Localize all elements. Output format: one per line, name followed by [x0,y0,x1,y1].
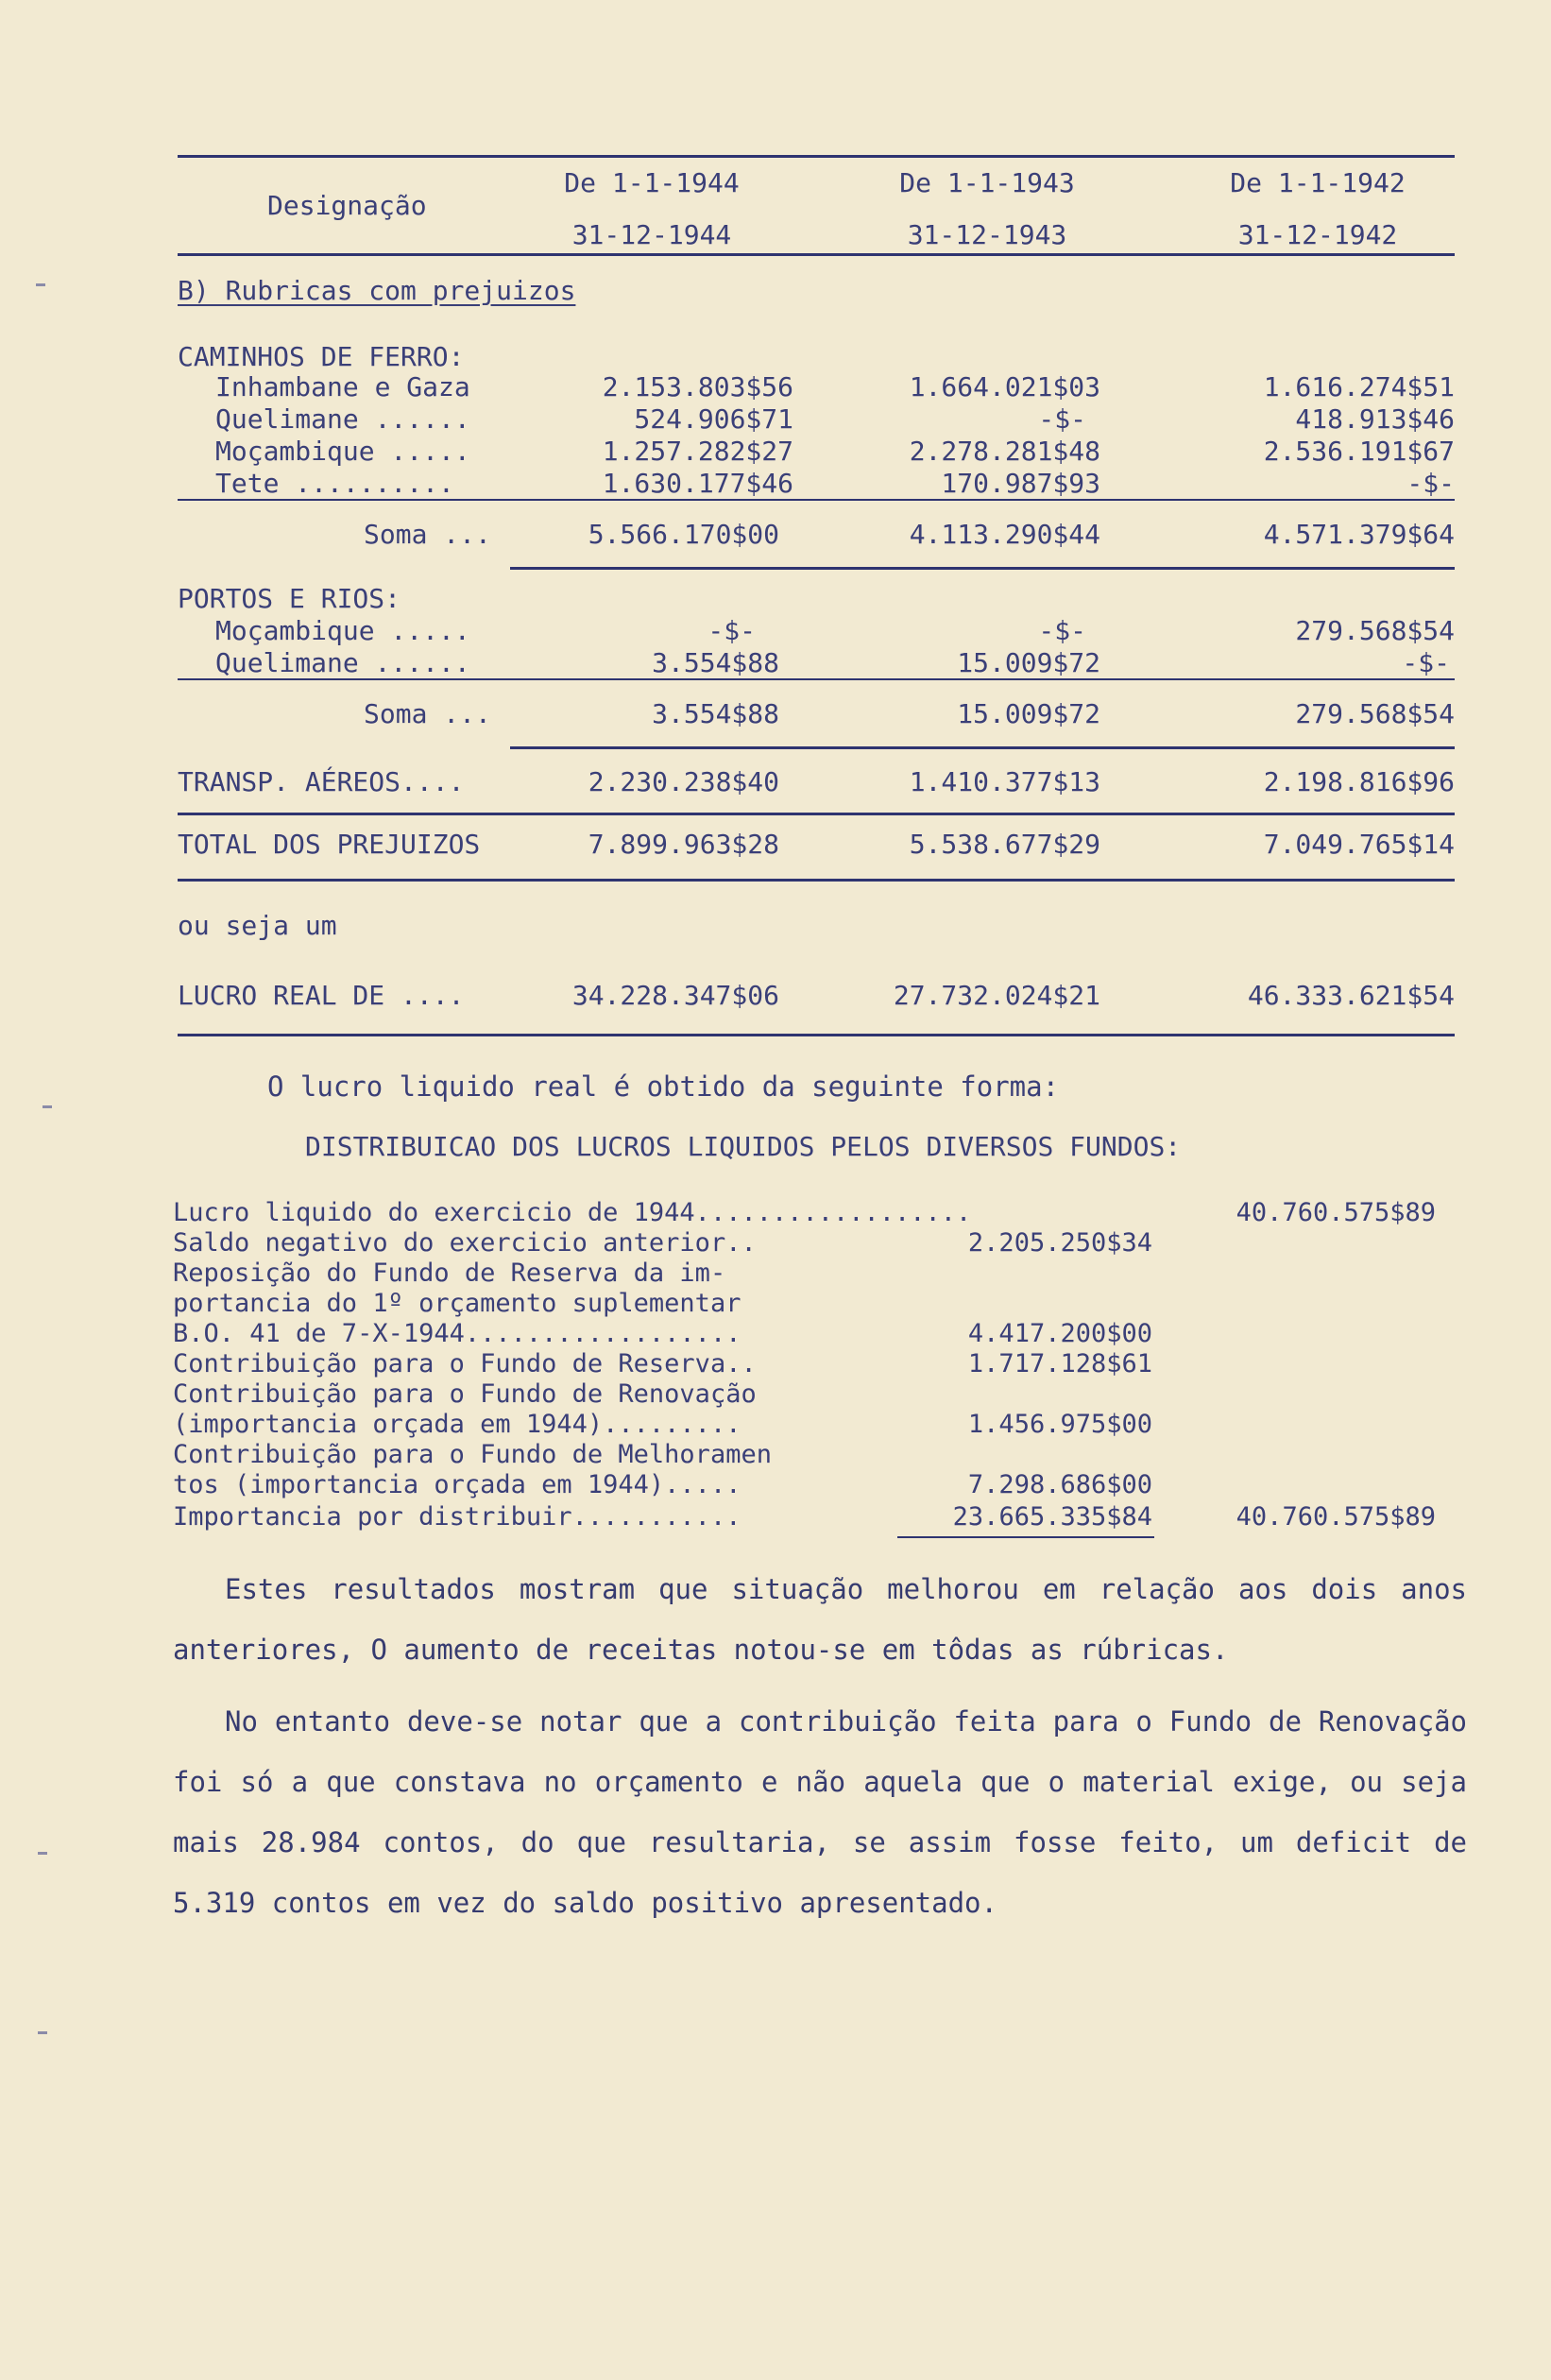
cell-1944: -$- [707,615,756,646]
row-label: Tete .......... [215,468,454,499]
dist-value: 1.456.975$00 [967,1410,1152,1439]
cell-1942: 279.568$54 [1295,698,1455,729]
portos-title: PORTOS E RIOS: [178,583,401,614]
cell-1942: 2.536.191$67 [1263,436,1455,467]
paragraph-renovacao: No entanto deve-se notar que a contribuição feita para o Fundo de Renovação foi só a que constava no orçamento e não aquela que o material exige, ou seja mais 28.984 contos, do que resultaria, se assim fosse feito, um deficit de 5.319 contos em vez do saldo positivo apresentado. [173,1705,1467,1919]
margin-mark [43,1105,52,1108]
cell-1944: 2.230.238$40 [588,766,779,797]
cell-1943: 5.538.677$29 [909,829,1100,860]
dist-total: 40.760.575$89 [1236,1502,1436,1532]
dist-line: B.O. 41 de 7-X-1944.................. [173,1319,741,1348]
cell-1943: 1.664.021$03 [909,371,1100,402]
cell-1942: 46.333.621$54 [1247,980,1455,1011]
dist-value: 4.417.200$00 [967,1319,1152,1348]
cell-1942: 4.571.379$64 [1263,519,1455,550]
dist-line: (importancia orçada em 1944)......... [173,1410,741,1439]
cell-1944: 1.630.177$46 [602,468,793,499]
margin-mark [38,1852,47,1855]
cell-1943: 2.278.281$48 [909,436,1100,467]
margin-mark [38,2031,47,2034]
dist-line: Reposição do Fundo de Reserva da im- [173,1258,726,1288]
margin-mark [36,283,45,286]
caminhos-soma-label: Soma ... [364,519,491,550]
cell-1943: -$- [1038,403,1086,435]
dist-value: 2.205.250$34 [967,1228,1152,1258]
cell-1944: 7.899.963$28 [588,829,779,860]
cell-1942: 279.568$54 [1295,615,1455,646]
lucro-real-rule [178,1034,1455,1036]
dist-line: Contribuição para o Fundo de Renovação [173,1379,757,1409]
row-label: Quelimane ...... [215,403,470,435]
caminhos-soma-rule [510,567,1455,570]
dist-total: 40.760.575$89 [1236,1198,1436,1227]
caminhos-subtotal-rule [178,499,1455,501]
cell-1942: 2.198.816$96 [1263,766,1455,797]
header-designacao: Designação [267,190,427,221]
cell-1943: 1.410.377$13 [909,766,1100,797]
dist-line: Lucro liquido do exercicio de 1944.................. [173,1198,972,1227]
portos-soma-rule [510,746,1455,749]
header-1943-from: De 1-1-1943 [899,167,1075,198]
cell-1944: 1.257.282$27 [602,436,793,467]
header-1943-to: 31-12-1943 [907,219,1067,250]
total-rule [178,879,1455,882]
cell-1944: 3.554$88 [652,698,779,729]
dist-value: 1.717.128$61 [967,1349,1152,1378]
portos-soma-label: Soma ... [364,698,491,729]
cell-1944: 34.228.347$06 [571,980,779,1011]
ou-seja-text: ou seja um [178,910,337,941]
header-1944-from: De 1-1-1944 [564,167,740,198]
dist-value: 23.665.335$84 [952,1502,1152,1532]
dist-value: 7.298.686$00 [967,1470,1152,1499]
dist-line: tos (importancia orçada em 1944)..... [173,1470,741,1499]
dist-line: portancia do 1º orçamento suplementar [173,1289,741,1318]
cell-1942: -$- [1402,647,1450,678]
intro-text: O lucro liquido real é obtido da seguinte forma: [267,1070,1060,1103]
header-1944-to: 31-12-1944 [571,219,732,250]
caminhos-title: CAMINHOS DE FERRO: [178,341,465,372]
cell-1943: 15.009$72 [957,698,1100,729]
section-b-title: B) Rubricas com prejuizos [178,275,576,306]
cell-1944: 524.906$71 [634,403,793,435]
header-1942-to: 31-12-1942 [1237,219,1398,250]
cell-1943: 170.987$93 [941,468,1100,499]
row-label: Moçambique ..... [215,615,470,646]
dist-line: Contribuição para o Fundo de Reserva.. [173,1349,757,1378]
lucro-real-label: LUCRO REAL DE .... [178,980,465,1011]
cell-1942: 1.616.274$51 [1263,371,1455,402]
header-1942-from: De 1-1-1942 [1230,167,1406,198]
transp-rule [178,813,1455,815]
paragraph-results: Estes resultados mostram que situação melhorou em relação aos dois anos anteriores, O aumento de receitas notou-se em tôdas as rúbricas. [173,1573,1467,1666]
cell-1943: 4.113.290$44 [909,519,1100,550]
cell-1942: 418.913$46 [1295,403,1455,435]
dist-line: Importancia por distribuir........... [173,1502,741,1532]
cell-1944: 5.566.170$00 [588,519,779,550]
dist-underline [897,1536,1154,1538]
cell-1942: -$- [1406,468,1455,499]
cell-1944: 3.554$88 [652,647,779,678]
row-label: Inhambane e Gaza [215,371,470,402]
row-label: Moçambique ..... [215,436,470,467]
distribution-title: DISTRIBUICAO DOS LUCROS LIQUIDOS PELOS DIVERSOS FUNDOS: [305,1131,1182,1162]
header-bottom-rule [178,253,1455,256]
cell-1944: 2.153.803$56 [602,371,793,402]
cell-1943: 15.009$72 [957,647,1100,678]
row-label: Quelimane ...... [215,647,470,678]
cell-1943: 27.732.024$21 [893,980,1100,1011]
dist-line: Contribuição para o Fundo de Melhoramen [173,1440,772,1469]
transp-label: TRANSP. AÉREOS.... [178,766,465,797]
table-top-rule [178,155,1455,158]
dist-line: Saldo negativo do exercicio anterior.. [173,1228,757,1258]
cell-1943: -$- [1038,615,1086,646]
portos-subtotal-rule [178,678,1455,680]
cell-1942: 7.049.765$14 [1263,829,1455,860]
total-label: TOTAL DOS PREJUIZOS [178,829,481,860]
